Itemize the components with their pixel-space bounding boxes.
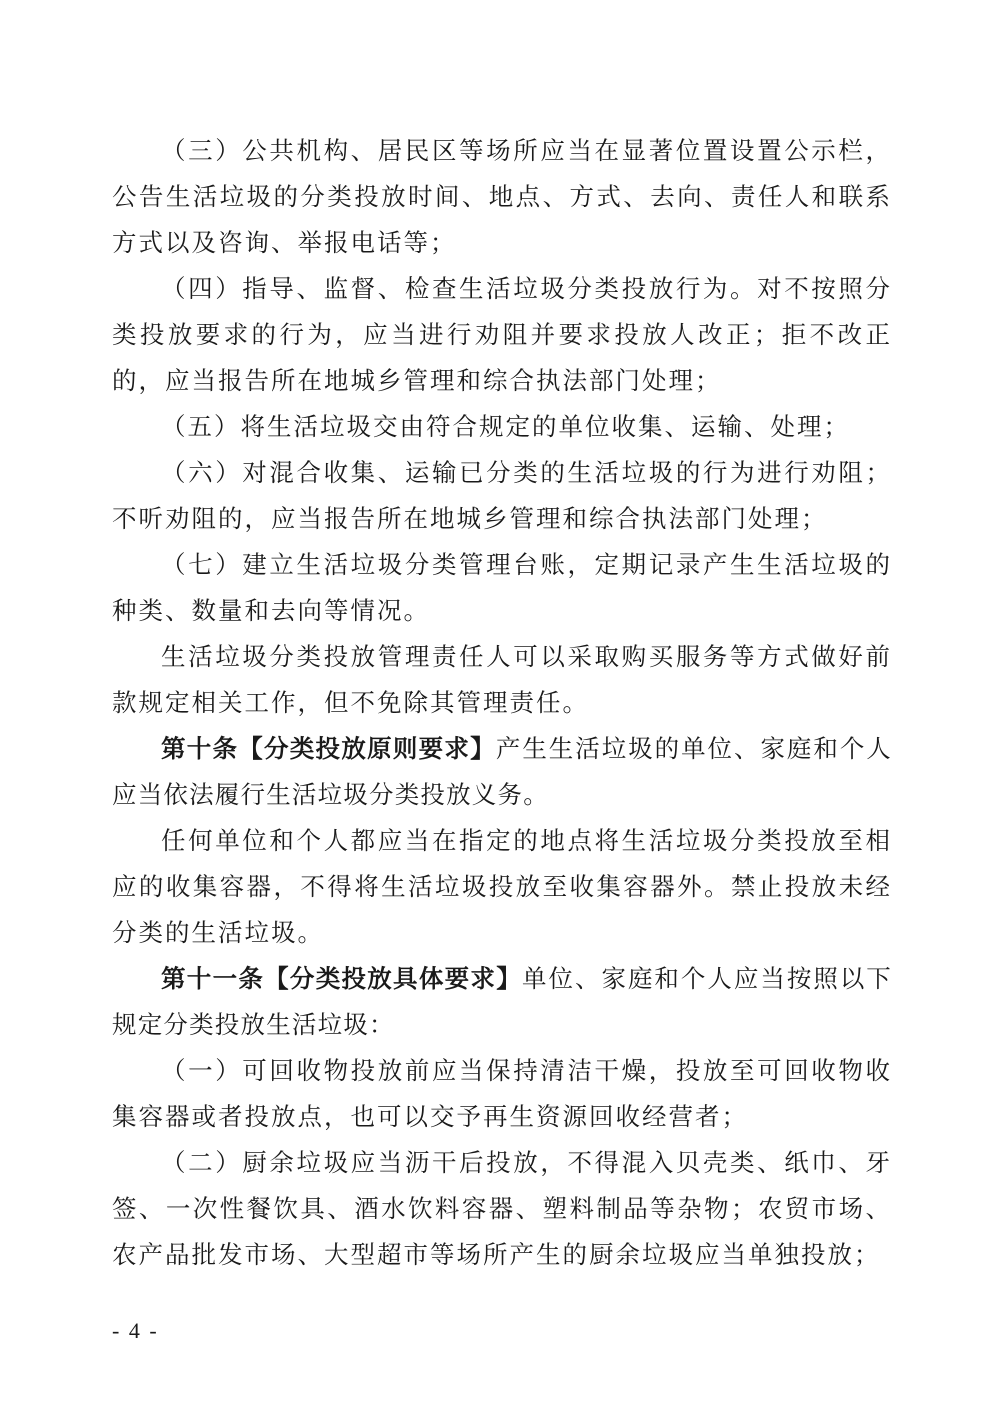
article-10-body: 产生生活垃圾的单位、家庭和个人应当依法履行生活垃圾分类投放义务。 (112, 734, 893, 809)
paragraph-item-1: （一）可回收物投放前应当保持清洁干燥，投放至可回收物收集容器或者投放点，也可以交予再生资源回收经营者； (112, 1056, 892, 1131)
paragraph-article-10-clause: 任何单位和个人都应当在指定的地点将生活垃圾分类投放至相应的收集容器，不得将生活垃圾投放至收集容器外。禁止投放未经分类的生活垃圾。 (112, 826, 892, 947)
paragraph-item-6: （六）对混合收集、运输已分类的生活垃圾的行为进行劝阻；不听劝阻的，应当报告所在地城乡管理和综合执法部门处理； (112, 458, 892, 533)
document-body (112, 128, 892, 1278)
article-11-title: 第十一条【分类投放具体要求】 (161, 964, 522, 993)
paragraph-item-4: （四）指导、监督、检查生活垃圾分类投放行为。对不按照分类投放要求的行为，应当进行劝阻并要求投放人改正；拒不改正的，应当报告所在地城乡管理和综合执法部门处理； (112, 274, 892, 395)
paragraph-item-2: （二）厨余垃圾应当沥干后投放，不得混入贝壳类、纸巾、牙签、一次性餐饮具、酒水饮料容器、塑料制品等杂物；农贸市场、农产品批发市场、大型超市等场所产生的厨余垃圾应当单独投放； (112, 1148, 892, 1269)
paragraph-item-5: （五）将生活垃圾交由符合规定的单位收集、运输、处理； (161, 412, 850, 441)
article-11 (112, 956, 892, 1048)
article-11-body: 单位、家庭和个人应当按照以下规定分类投放生活垃圾： (112, 964, 892, 1039)
article-10 (112, 726, 892, 818)
paragraph-item-7: （七）建立生活垃圾分类管理台账，定期记录产生生活垃圾的种类、数量和去向等情况。 (112, 550, 892, 625)
paragraph-manager-note: 生活垃圾分类投放管理责任人可以采取购买服务等方式做好前款规定相关工作，但不免除其管理责任。 (112, 642, 892, 717)
page-number: - 4 - (112, 1318, 159, 1343)
article-10-title: 第十条【分类投放原则要求】 (161, 734, 496, 763)
paragraph-item-3: （三）公共机构、居民区等场所应当在显著位置设置公示栏，公告生活垃圾的分类投放时间、地点、方式、去向、责任人和联系方式以及咨询、举报电话等； (112, 136, 892, 257)
